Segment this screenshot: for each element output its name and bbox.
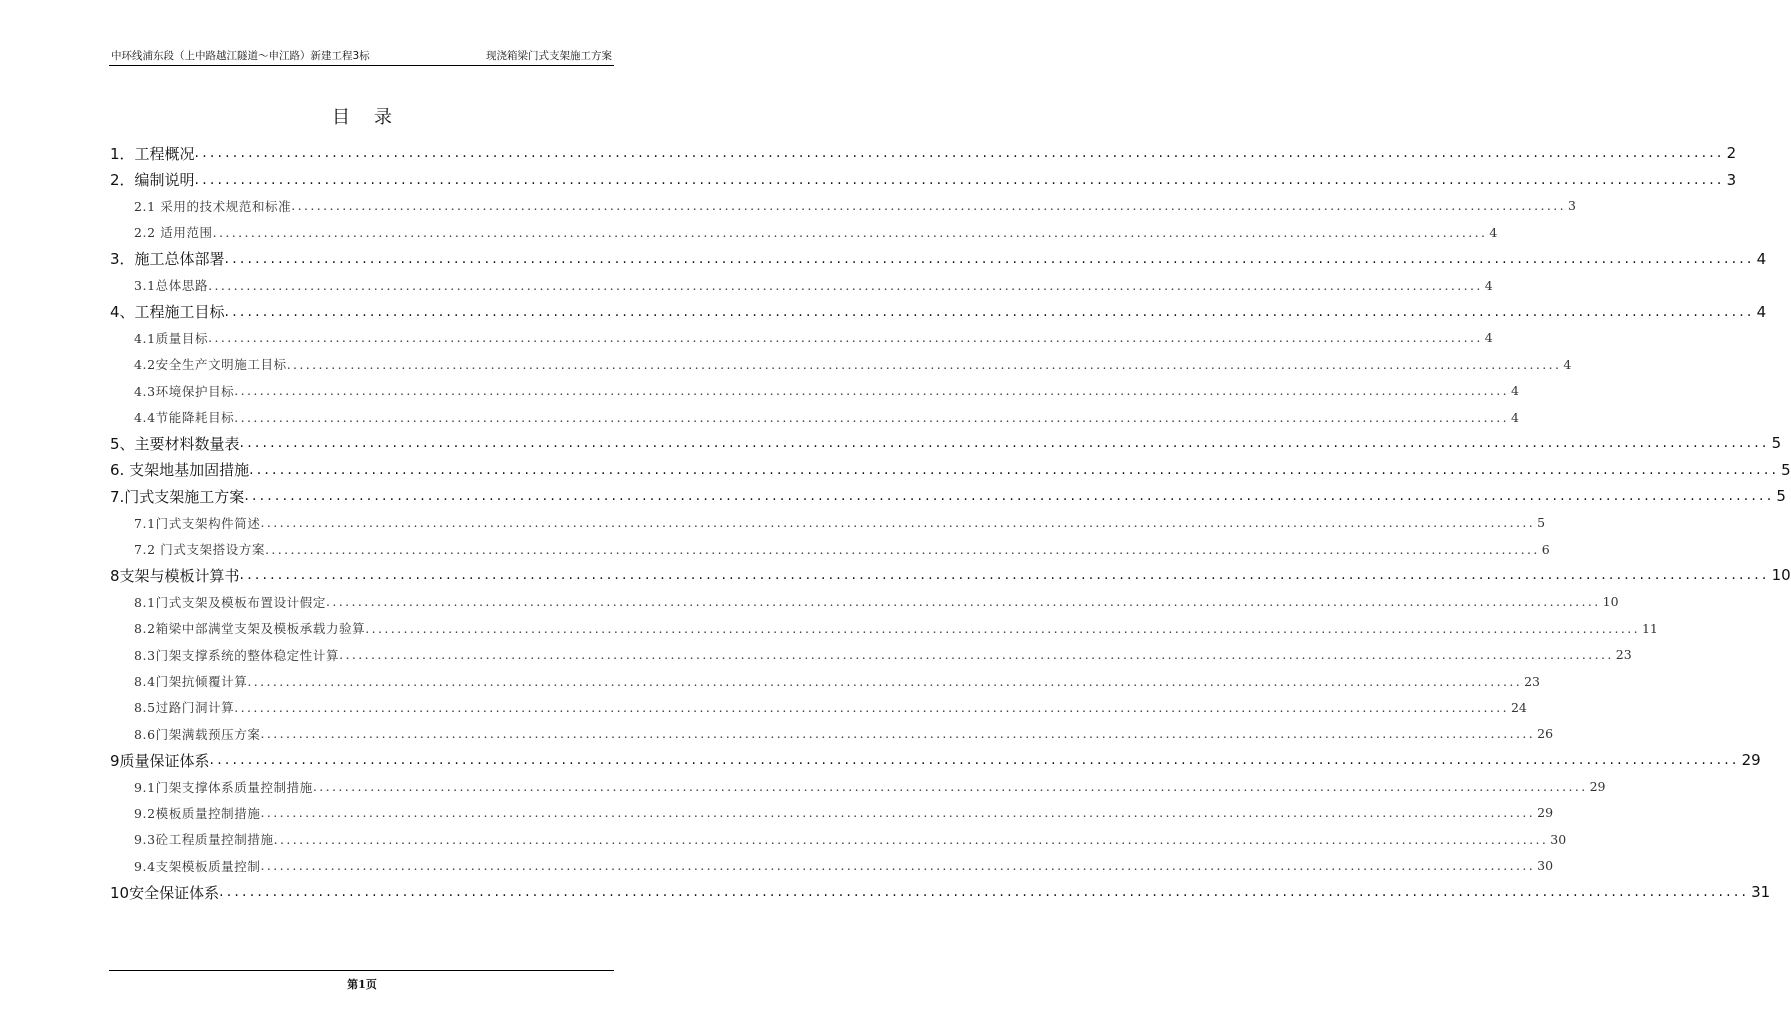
toc-leader-dots: ........................................................................................................................................................................................................ [224,250,1755,267]
toc-leader-dots: ........................................................................................................................................................................................................ [249,461,1780,478]
toc-entry[interactable] [110,589,1619,615]
toc-entry[interactable] [110,800,1554,826]
toc-entry[interactable] [110,351,1572,377]
toc-entry[interactable] [110,694,1527,720]
toc-leader-dots: ........................................................................................................................................................................................................ [260,515,1536,531]
toc-entry[interactable] [110,219,1498,245]
toc-entry-label: 2．编制说明 [110,171,195,190]
toc-entry[interactable] [110,615,1658,641]
toc-entry-page: 2 [1726,144,1737,163]
toc-leader-dots: ........................................................................................................................................................................................................ [265,541,1540,557]
toc-leader-dots: ........................................................................................................................................................................................................ [365,620,1640,636]
toc-entry-label: 8.4门架抗倾覆计算 [134,674,248,689]
toc-entry-label: 7.2 门式支架搭设方案 [134,542,266,558]
toc-entry-page: 3 [1567,198,1576,214]
toc-entry[interactable] [110,404,1519,430]
toc-entry-page: 4 [1510,409,1519,425]
toc-entry[interactable] [110,140,1737,166]
toc-entry-label: 3.1总体思路 [134,278,209,294]
toc-entry-label: 9.1门架支撑体系质量控制措施 [134,779,313,795]
toc-leader-dots: ........................................................................................................................................................................................................ [325,594,1601,610]
toc-entry-page: 5 [1781,460,1791,479]
toc-entry-label: 4、工程施工目标 [110,303,225,322]
toc-entry-label: 8支架与模板计算书 [110,566,240,585]
toc-leader-dots: ........................................................................................................................................................................................................ [273,831,1549,847]
toc-entry[interactable] [110,668,1540,694]
toc-title: 目录 [332,107,416,128]
toc-entry-page: 4 [1510,383,1519,399]
toc-entry-label: 9.4支架模板质量控制 [134,858,261,874]
toc-entry-page: 4 [1484,277,1493,293]
toc-entry-page: 23 [1615,647,1632,663]
toc-entry-label: 9.3砼工程质量控制措施 [134,832,274,848]
toc-entry[interactable] [110,879,1771,905]
toc-entry-page: 5 [1771,434,1782,453]
toc-entry-page: 23 [1524,673,1540,689]
page-number: 第1页 [347,978,377,991]
toc-entry-page: 5 [1537,515,1546,531]
toc-entry-page: 29 [1589,779,1606,795]
toc-entry[interactable] [110,509,1546,535]
toc-entry-label: 4.1质量目标 [134,330,209,346]
toc-entry[interactable] [110,826,1567,852]
toc-entry-label: 4.2安全生产文明施工目标 [134,357,287,373]
toc-entry-label: 6. 支架地基加固措施 [110,461,250,480]
toc-entry-label: 8.2箱梁中部满堂支架及模板承载力验算 [134,621,366,637]
toc-leader-dots: ........................................................................................................................................................................................................ [234,409,1509,425]
toc-entry-page: 30 [1537,858,1554,874]
footer-divider [109,970,614,971]
toc-entry-label: 4.4节能降耗目标 [134,410,235,426]
toc-entry-page: 11 [1641,620,1658,636]
toc-entry-page: 4 [1756,302,1767,321]
toc-entry-page: 10 [1771,566,1791,585]
toc-entry[interactable] [110,562,1791,588]
toc-entry[interactable] [110,166,1737,192]
toc-entry[interactable] [110,325,1493,351]
header-document-title: 现浇箱梁门式支架施工方案 [486,50,612,62]
toc-leader-dots: ........................................................................................................................................................................................................ [260,805,1536,821]
toc-entry-label: 2.1 采用的技术规范和标准 [134,198,292,214]
toc-entry[interactable] [110,193,1576,219]
toc-entry[interactable] [110,483,1786,509]
toc-entry-page: 24 [1510,699,1527,715]
toc-entry-page: 4 [1489,224,1498,240]
toc-leader-dots: ........................................................................................................................................................................................................ [260,858,1536,874]
toc-entry-page: 3 [1726,170,1737,189]
toc-leader-dots: ........................................................................................................................................................................................................ [194,145,1725,162]
toc-entry-label: 2.2 适用范围 [134,225,213,241]
toc-entry-page: 4 [1563,356,1572,372]
toc-entry-page: 10 [1602,594,1619,610]
toc-leader-dots: ........................................................................................................................................................................................................ [239,435,1770,452]
toc-entry[interactable] [110,298,1767,324]
toc-entry-label: 8.1门式支架及模板布置设计假定 [134,594,326,610]
toc-entry-label: 8.6门架满载预压方案 [134,726,261,742]
toc-leader-dots: ........................................................................................................................................................................................................ [212,224,1488,240]
toc-entry-page: 29 [1741,751,1761,770]
toc-entry-label: 5、主要材料数量表 [110,434,240,453]
toc-leader-dots: ........................................................................................................................................................................................................ [234,383,1509,399]
toc-entry-label: 9.2模板质量控制措施 [134,805,261,821]
toc-leader-dots: ........................................................................................................................................................................................................ [286,356,1562,372]
toc-entry[interactable] [110,378,1519,404]
table-of-contents [110,140,1791,905]
toc-leader-dots: ........................................................................................................................................................................................................ [209,752,1740,769]
page-header [109,50,614,66]
toc-entry-label: 10安全保证体系 [110,883,220,902]
toc-entry[interactable] [110,853,1554,879]
toc-entry-page: 4 [1484,330,1493,346]
toc-leader-dots: ........................................................................................................................................................................................................ [260,726,1536,742]
toc-leader-dots: ........................................................................................................................................................................................................ [224,303,1755,320]
toc-entry-page: 26 [1537,726,1554,742]
toc-entry-label: 9质量保证体系 [110,751,210,770]
header-project-title: 中环线浦东段（上中路越江隧道～申江路）新建工程3标 [111,50,370,62]
toc-entry[interactable] [110,773,1606,799]
toc-leader-dots: ........................................................................................................................................................................................................ [219,884,1750,901]
toc-leader-dots: ........................................................................................................................................................................................................ [247,673,1523,689]
toc-leader-dots: ........................................................................................................................................................................................................ [208,277,1483,293]
toc-entry-label: 4.3环境保护目标 [134,383,235,399]
toc-leader-dots: ........................................................................................................................................................................................................ [239,567,1770,584]
toc-entry-page: 5 [1776,487,1786,506]
toc-leader-dots: ........................................................................................................................................................................................................ [208,330,1483,346]
toc-entry-label: 7.门式支架施工方案 [110,487,245,506]
toc-entry[interactable] [110,536,1550,562]
toc-leader-dots: ........................................................................................................................................................................................................ [244,488,1775,505]
toc-entry[interactable] [110,457,1791,483]
toc-leader-dots: ........................................................................................................................................................................................................ [339,647,1614,663]
toc-entry-page: 29 [1537,805,1554,821]
toc-entry[interactable] [110,721,1554,747]
toc-entry-label: 1．工程概况 [110,144,195,163]
toc-entry-label: 8.5过路门洞计算 [134,700,235,716]
toc-entry[interactable] [110,430,1782,456]
toc-entry[interactable] [110,246,1767,272]
toc-leader-dots: ........................................................................................................................................................................................................ [194,171,1725,188]
toc-entry[interactable] [110,641,1632,667]
toc-entry[interactable] [110,747,1761,773]
toc-leader-dots: ........................................................................................................................................................................................................ [291,198,1566,214]
toc-leader-dots: ........................................................................................................................................................................................................ [312,779,1588,795]
toc-entry-page: 31 [1751,883,1771,902]
toc-entry[interactable] [110,272,1493,298]
toc-entry-page: 6 [1541,541,1550,557]
toc-entry-page: 30 [1550,831,1567,847]
toc-entry-label: 3．施工总体部署 [110,250,225,269]
toc-entry-page: 4 [1756,249,1767,268]
toc-entry-label: 8.3门架支撑系统的整体稳定性计算 [134,647,340,663]
toc-leader-dots: ........................................................................................................................................................................................................ [234,699,1509,715]
toc-entry-label: 7.1门式支架构件简述 [134,515,261,531]
